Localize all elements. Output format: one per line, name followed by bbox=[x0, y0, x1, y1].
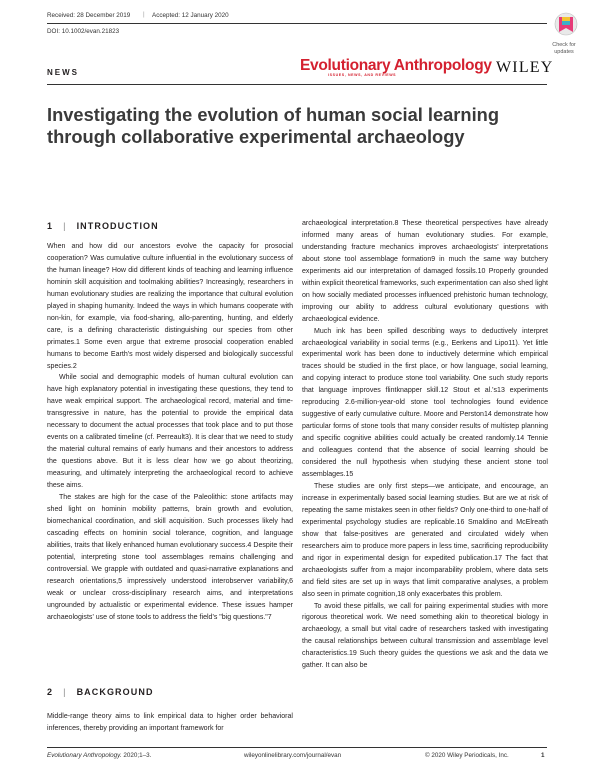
doi[interactable]: DOI: 10.1002/evan.21823 bbox=[47, 28, 120, 35]
footer-url[interactable]: wileyonlinelibrary.com/journal/evan bbox=[244, 752, 342, 759]
paragraph: Much ink has been spilled describing ways to deductively interpret archaeological variability in social terms (e.g., Eerkens and Lipo11). Yet little experimental work has been done to inductively determine which empirical traces should be studied in the first place, or how language, social learning, and copying interact to produce stone tool variability. One such study reports that language improves flintknapper skill.12 Stout et al.'s13 experiments reproducing 2.6-million-year-old stone tool technologies found evidence suggestive of early cumulative culture. Moore and Perston14 demonstrate how particular forms of stone tools that many consider results of multistep planning and specific cognitive abilities could actually be created randomly.14 Tennie and colleagues contend that the absence of social learning should be considered the null hypothesis when studying these ancient stone tool assemblages.15 bbox=[302, 327, 548, 479]
section-title: BACKGROUND bbox=[76, 687, 154, 697]
paragraph: These studies are only first steps—we anticipate, and encourage, an increase in experimentally based social learning studies. But are we at risk of repeating the same mistakes seen in other fields? Only one-third to one-half of experimental psychology studies are replicable.16 Smaldino and McElreath show that false-positives are generated and circulated widely when researchers aim to produce more papers in less time, sacrificing reproducibility and rigor in experimental design for expedited publication.17 The fact that archaeologists suffer from a major incomparability problem, where data sets and field sites are set up in ways that limit comparative analyses, a problem also seen in primate cognition,18 only exacerbates this problem. bbox=[302, 482, 548, 598]
paragraph: archaeological interpretation.8 These theoretical perspectives have already informed many areas of human evolutionary studies. For example, understanding fracture mechanics improves archaeologists' interpretations about stone tool assemblage formation9 in much the same way butchery experiments aid our interpretation of damaged fossils.10 Properly grounded within explicit theoretical frameworks, such experimentation can also shed light on how socially mediated processes influenced prehistoric human technology, improving our ability to address cultural evolutionary questions with archaeological evidence. bbox=[302, 220, 548, 323]
footer-journal-name: Evolutionary Anthropology. bbox=[47, 752, 122, 759]
paragraph: When and how did our ancestors evolve the capacity for prosocial cooperation? Was cumulative culture influential in the evolutionary success of the human lineage? How did different kinds of teaching and learning influence hominin skill acquisition and toolmaking abilities? Increasingly, researchers in human evolutionary studies are realizing the importance that cultural evolution played in shaping humanity. Indeed the ways in which humans cooperate with non-kin, for example, via food-sharing, allo-parenting, hunting, and elderly care, is a defining characteristic distinguishing our species from other primates.1 Some even argue that extreme prosocial cooperation enabled humans to become Earth's most widely dispersed and biologically successful species.2 bbox=[47, 243, 293, 370]
section-number: 2 bbox=[47, 687, 54, 697]
paragraph: To avoid these pitfalls, we call for pairing experimental studies with more rigorous theoretical work. We need something akin to theoretical biology in archaeology, a small but vital cadre of researchers tasked with investigating the causal relationships between cultural transmission and assemblage level characteristics.19 Such theory guides the questions we ask and the data we gather. It can also be bbox=[302, 602, 548, 670]
section-heading-background bbox=[47, 687, 154, 697]
paragraph: Middle-range theory aims to link empirical data to higher order behavioral inferences, thereby providing an important framework for bbox=[47, 713, 293, 732]
crossmark-badge[interactable] bbox=[546, 12, 586, 56]
footer-journal bbox=[47, 752, 151, 759]
footer-rule bbox=[47, 747, 547, 748]
publisher-logo: WILEY bbox=[496, 59, 554, 76]
footer-pages: 2020;1–3. bbox=[123, 752, 152, 759]
logo-rule bbox=[47, 84, 547, 85]
journal-logo-subtitle: ISSUES, NEWS, AND REVIEWS bbox=[328, 73, 397, 77]
section-heading-introduction bbox=[47, 221, 159, 231]
accepted-date: Accepted: 12 January 2020 bbox=[152, 12, 229, 19]
heading-divider: | bbox=[63, 221, 67, 231]
right-column bbox=[302, 218, 548, 672]
journal-logo: Evolutionary Anthropology bbox=[300, 57, 492, 74]
crossmark-icon bbox=[546, 12, 586, 36]
footer-page-number: 1 bbox=[541, 752, 545, 759]
paragraph: The stakes are high for the case of the Paleolithic: stone artifacts may shed light on hominin mobility patterns, brain growth and evolution, biomechanical coordination, and skill acquisition. Such processes likely had cascading effects on hominin social tolerance, cognition, and language abilities, traits that likely enhanced human evolutionary success.4 Despite their potential, interpreting stone tool assemblages remains challenging and controversial. We grapple with outdated and quasi-narrative explanations and research orientations,5 impressively understood interobserver variability,6 weak or unclear cross-disciplinary research aims, and interpretations ungrounded by actualistic or experimental evidence. These issues hamper archaeologists' use of stone tools to address the field's "big questions."7 bbox=[47, 494, 293, 621]
section-tag: NEWS bbox=[47, 68, 79, 77]
left-column-bottom bbox=[47, 711, 293, 735]
footer-copyright: © 2020 Wiley Periodicals, Inc. bbox=[425, 752, 509, 759]
paragraph: While social and demographic models of human cultural evolution can have high explanatory potential in investigating these questions, they tend to have weak empirical support. The archaeological record, material and time-transgressive in nature, has the potential to provide the empirical data necessary to document the actual processes that took place and to put those events on a calibrated timeline (cf. Perreault3). It is clear that we need to study the material cultural remains of early humans and their ancestors to address the questions above. But it is less clear how we go about theorizing, measuring, and ultimately interpreting the archaeological record to achieve these aims. bbox=[47, 374, 293, 490]
article-title: Investigating the evolution of human social learning through collaborative experimental archaeology bbox=[47, 104, 500, 147]
crossmark-label: Check for updates bbox=[552, 42, 576, 55]
section-number: 1 bbox=[47, 221, 54, 231]
section-title: INTRODUCTION bbox=[76, 221, 159, 231]
header-rule bbox=[47, 23, 547, 24]
heading-divider: | bbox=[63, 687, 67, 697]
meta-separator: | bbox=[143, 11, 145, 18]
left-column bbox=[47, 241, 293, 624]
received-date: Received: 28 December 2019 bbox=[47, 12, 131, 19]
